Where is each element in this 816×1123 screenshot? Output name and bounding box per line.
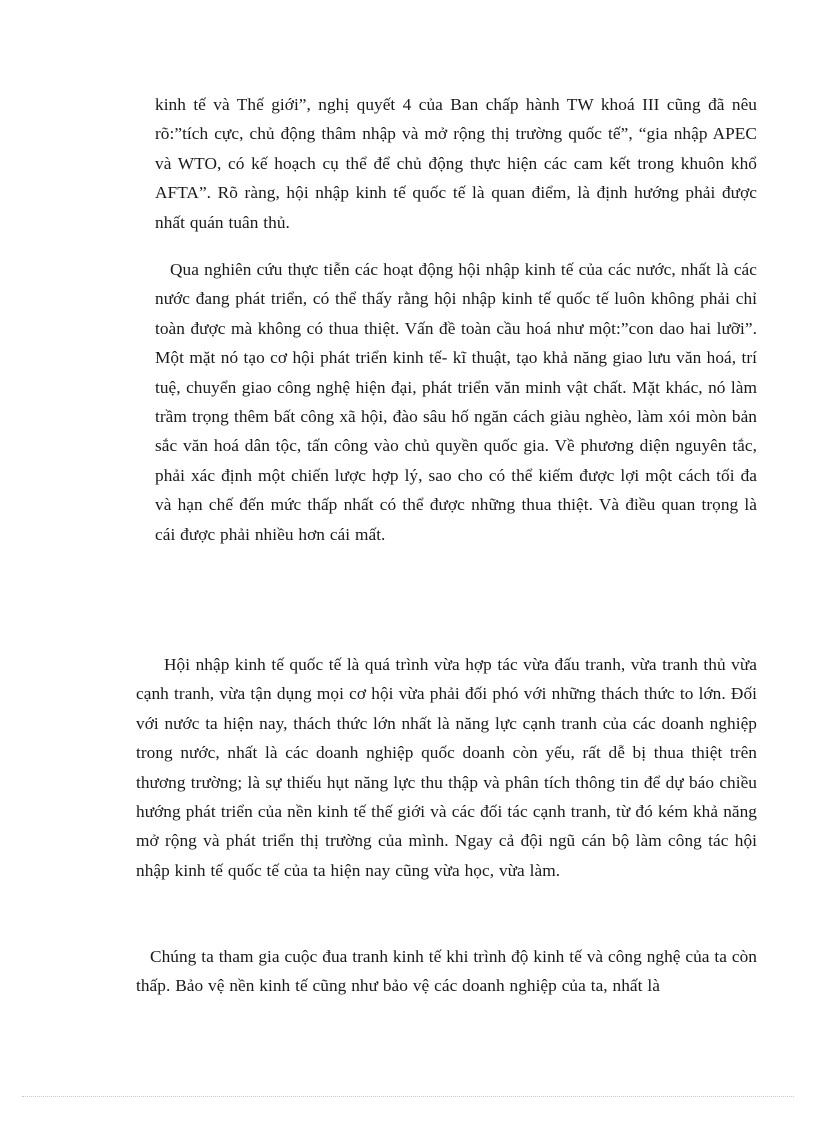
- paragraph: Qua nghiên cứu thực tiễn các hoạt động hội nhập kinh tế của các nước, nhất là các nước đang phát triển, có thể thấy rằng hội nhập kinh tế quốc tế luôn không phải chỉ toàn được mà không có thua thiệt. Vấn đề toàn cầu hoá như một:”con dao hai lưỡi”. Một mặt nó tạo cơ hội phát triển kinh tế- kĩ thuật, tạo khả năng giao lưu văn hoá, trí tuệ, chuyển giao công nghệ hiện đại, phát triển văn minh vật chất. Mặt khác, nó làm trầm trọng thêm bất công xã hội, đào sâu hố ngăn cách giàu nghèo, làm xói mòn bản sắc văn hoá dân tộc, tấn công vào chủ quyền quốc gia. Về phương diện nguyên tắc, phải xác định một chiến lược hợp lý, sao cho có thể kiếm được lợi một cách tối đa và hạn chế đến mức thấp nhất có thể được những thua thiệt. Và điều quan trọng là cái được phải nhiều hơn cái mất.: [155, 260, 757, 544]
- paragraph-block-3: [136, 650, 757, 885]
- paragraph: kinh tế và Thế giới”, nghị quyết 4 của Ban chấp hành TW khoá III cũng đã nêu rõ:”tích cực, chủ động thâm nhập và mở rộng thị trường quốc tế”, “gia nhập APEC và WTO, có kế hoạch cụ thể để chủ động thực hiện các cam kết trong khuôn khổ AFTA”. Rõ ràng, hội nhập kinh tế quốc tế là quan điểm, là định hướng phải được nhất quán tuân thủ.: [155, 95, 757, 232]
- paragraph: Chúng ta tham gia cuộc đua tranh kinh tế khi trình độ kinh tế và công nghệ của ta còn thấp. Bảo vệ nền kinh tế cũng như bảo vệ các doanh nghiệp của ta, nhất là: [136, 947, 757, 996]
- paragraph-block-4: [136, 942, 757, 1001]
- paragraph: Hội nhập kinh tế quốc tế là quá trình vừa hợp tác vừa đấu tranh, vừa tranh thủ vừa cạnh tranh, vừa tận dụng mọi cơ hội vừa phải đối phó với những thách thức to lớn. Đối với nước ta hiện nay, thách thức lớn nhất là năng lực cạnh tranh của các doanh nghiệp trong nước, nhất là các doanh nghiệp quốc doanh còn yếu, rất dễ bị thua thiệt trên thương trường; là sự thiếu hụt năng lực thu thập và phân tích thông tin để dự báo chiều hướng phát triển của nền kinh tế thế giới và các đối tác cạnh tranh, từ đó kém khả năng mở rộng và phát triển thị trường của mình. Ngay cả đội ngũ cán bộ làm công tác hội nhập kinh tế quốc tế của ta hiện nay cũng vừa học, vừa làm.: [136, 655, 757, 880]
- paragraph-block-2: [155, 255, 757, 549]
- paragraph-block-1: [155, 90, 757, 237]
- page-bottom-divider: [22, 1096, 794, 1097]
